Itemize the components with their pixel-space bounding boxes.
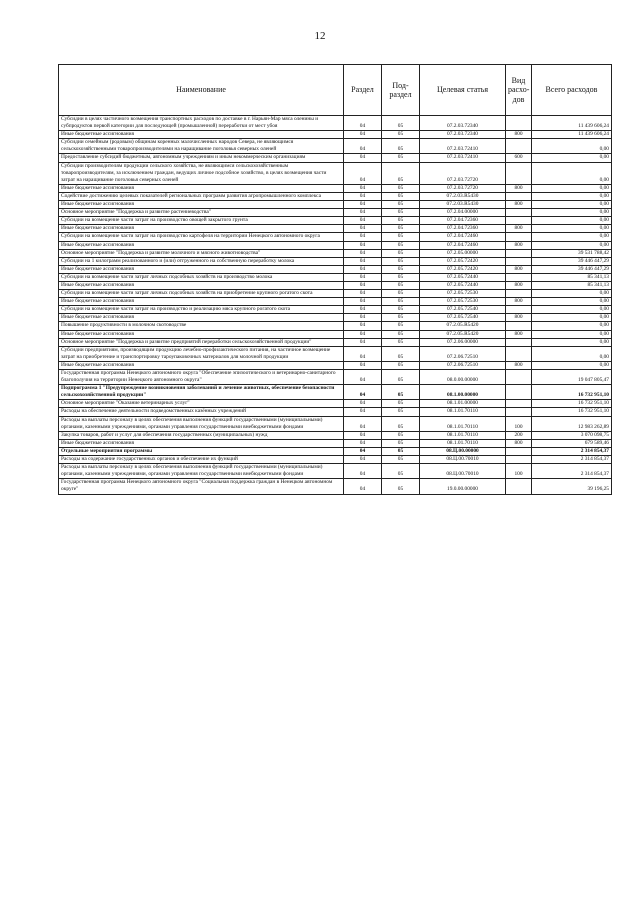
cell-celevaya: 07.2.03.72410 — [420, 154, 506, 162]
cell-celevaya: 07.2.03.R5430 — [420, 192, 506, 200]
column-header-name: Наименование — [59, 65, 344, 116]
column-header-vid: Вид расхо-дов — [506, 65, 532, 116]
table-row — [59, 225, 612, 233]
cell-vid: 800 — [506, 298, 532, 306]
cell-vid — [506, 306, 532, 314]
cell-name: Подпрограмма 1 "Предупреждение возникновения заболеваний и лечение животных, обеспечение безопасности сельскохозяйственной продукции" — [59, 385, 344, 400]
cell-celevaya: 07.2.03.72720 — [420, 184, 506, 192]
cell-name: Субсидии предприятиям, производящим продукцию лечебно-профилактического питания, на частичное возмещение затрат на приобретение и транспортировку тароупаковочных материалов для молочной продукции — [59, 346, 344, 361]
cell-razdel: 04 — [344, 314, 382, 322]
cell-total: 85 341,13 — [532, 281, 612, 289]
cell-name: Субсидии на возмещение части затрат на производство и реализацию мяса крупного рогатого скота — [59, 306, 344, 314]
table-row — [59, 416, 612, 431]
cell-name: Закупка товаров, работ и услуг для обеспечения государственных (муниципальных) нужд — [59, 431, 344, 439]
cell-razdel: 04 — [344, 265, 382, 273]
cell-total: 0,00 — [532, 361, 612, 369]
cell-podrazdel: 05 — [382, 217, 420, 225]
cell-name: Предоставление субсидий бюджетным, автономным учреждениям и иным некоммерческим организациям — [59, 154, 344, 162]
cell-total: 0,00 — [532, 225, 612, 233]
cell-total: 2 314 854,37 — [532, 447, 612, 455]
cell-total: 12 983 262,89 — [532, 416, 612, 431]
cell-total: 679 589,46 — [532, 439, 612, 447]
cell-total: 0,00 — [532, 233, 612, 241]
cell-podrazdel: 05 — [382, 330, 420, 338]
cell-vid — [506, 385, 532, 400]
cell-vid — [506, 257, 532, 265]
cell-celevaya: 08.0.00.00000 — [420, 370, 506, 385]
cell-razdel: 04 — [344, 400, 382, 408]
cell-celevaya: 07.2.05.72440 — [420, 273, 506, 281]
cell-total: 16 732 951,10 — [532, 385, 612, 400]
cell-razdel: 04 — [344, 209, 382, 217]
cell-podrazdel: 05 — [382, 265, 420, 273]
cell-vid: 800 — [506, 281, 532, 289]
cell-podrazdel: 05 — [382, 233, 420, 241]
cell-name: Повышение продуктивности в молочном скотоводстве — [59, 322, 344, 330]
table-row — [59, 217, 612, 225]
cell-total: 0,00 — [532, 184, 612, 192]
cell-podrazdel: 05 — [382, 162, 420, 184]
table-row — [59, 290, 612, 298]
table-row — [59, 184, 612, 192]
cell-celevaya: 07.2.03.72340 — [420, 116, 506, 131]
table-row — [59, 131, 612, 139]
cell-vid: 600 — [506, 154, 532, 162]
cell-podrazdel: 05 — [382, 225, 420, 233]
table-row — [59, 306, 612, 314]
cell-name: Иные бюджетные ассигнования — [59, 439, 344, 447]
cell-name: Расходы на содержание государственных органов и обеспечение их функций — [59, 456, 344, 464]
cell-celevaya: 07.2.05.72540 — [420, 314, 506, 322]
cell-razdel: 04 — [344, 456, 382, 464]
column-header-total: Всего расходов — [532, 65, 612, 116]
table-row — [59, 209, 612, 217]
cell-celevaya: 07.2.06.00000 — [420, 338, 506, 346]
cell-celevaya: 08.Ц.00.00000 — [420, 447, 506, 455]
cell-podrazdel: 05 — [382, 361, 420, 369]
cell-name: Основное мероприятие "Поддержка и развитие молочного и мясного животноводства" — [59, 249, 344, 257]
cell-vid: 800 — [506, 439, 532, 447]
column-header-celevaya: Целевая статья — [420, 65, 506, 116]
table-row — [59, 298, 612, 306]
cell-razdel: 04 — [344, 217, 382, 225]
cell-razdel: 04 — [344, 273, 382, 281]
cell-celevaya: 07.2.03.72340 — [420, 131, 506, 139]
cell-celevaya: 07.2.04.72460 — [420, 233, 506, 241]
cell-podrazdel: 05 — [382, 249, 420, 257]
cell-vid: 800 — [506, 201, 532, 209]
table-row — [59, 385, 612, 400]
cell-razdel: 04 — [344, 361, 382, 369]
cell-name: Субсидии на возмещение части затрат на производство картофеля на территории Ненецкого автономного округа — [59, 233, 344, 241]
cell-celevaya: 08.1.01.70110 — [420, 431, 506, 439]
table-header-row — [59, 65, 612, 116]
cell-celevaya: 07.2.05.72440 — [420, 281, 506, 289]
cell-celevaya: 07.2.05.72540 — [420, 306, 506, 314]
cell-total: 0,00 — [532, 217, 612, 225]
cell-vid: 100 — [506, 464, 532, 479]
table-row — [59, 338, 612, 346]
cell-vid: 800 — [506, 314, 532, 322]
table-row — [59, 479, 612, 494]
cell-total: 0,00 — [532, 314, 612, 322]
cell-total: 39 446 447,29 — [532, 265, 612, 273]
cell-razdel: 04 — [344, 131, 382, 139]
cell-total: 0,00 — [532, 241, 612, 249]
column-header-razdel: Раздел — [344, 65, 382, 116]
cell-name: Расходы на выплаты персоналу в целях обеспечения выполнения функций государственными (муниципальными) органами, казенными учреждениями, органами управления государственными внебюджетными фондами — [59, 416, 344, 431]
cell-podrazdel: 05 — [382, 408, 420, 416]
cell-name: Основное мероприятие "Оказание ветеринарных услуг" — [59, 400, 344, 408]
cell-razdel: 04 — [344, 338, 382, 346]
table-row — [59, 447, 612, 455]
cell-podrazdel: 05 — [382, 290, 420, 298]
cell-total: 16 732 951,10 — [532, 400, 612, 408]
cell-razdel: 04 — [344, 192, 382, 200]
cell-vid — [506, 322, 532, 330]
cell-razdel: 04 — [344, 225, 382, 233]
cell-celevaya: 07.2.05.72530 — [420, 290, 506, 298]
cell-podrazdel: 05 — [382, 257, 420, 265]
table-row — [59, 273, 612, 281]
table-row — [59, 431, 612, 439]
cell-podrazdel: 05 — [382, 439, 420, 447]
cell-podrazdel: 05 — [382, 385, 420, 400]
cell-vid — [506, 249, 532, 257]
cell-podrazdel: 05 — [382, 338, 420, 346]
cell-celevaya: 07.2.04.72360 — [420, 225, 506, 233]
cell-razdel: 04 — [344, 306, 382, 314]
cell-celevaya: 07.2.04.00000 — [420, 209, 506, 217]
cell-podrazdel: 05 — [382, 131, 420, 139]
cell-vid — [506, 116, 532, 131]
cell-name: Иные бюджетные ассигнования — [59, 330, 344, 338]
cell-razdel: 04 — [344, 257, 382, 265]
cell-name: Основное мероприятие "Поддержка и развитие предприятий переработки сельскохозяйственной продукции" — [59, 338, 344, 346]
cell-celevaya: 07.2.04.72460 — [420, 241, 506, 249]
cell-name: Расходы на выплаты персоналу в целях обеспечения выполнения функций государственными (муниципальными) органами, казенными учреждениями, органами управления государственными внебюджетными фондами — [59, 464, 344, 479]
table-row — [59, 456, 612, 464]
cell-total: 19 047 805,47 — [532, 370, 612, 385]
cell-podrazdel: 05 — [382, 209, 420, 217]
cell-podrazdel: 05 — [382, 416, 420, 431]
cell-name: Иные бюджетные ассигнования — [59, 281, 344, 289]
cell-podrazdel: 05 — [382, 314, 420, 322]
cell-vid: 800 — [506, 265, 532, 273]
cell-razdel: 04 — [344, 201, 382, 209]
table-row — [59, 322, 612, 330]
cell-celevaya: 07.2.05.72420 — [420, 265, 506, 273]
cell-razdel: 04 — [344, 408, 382, 416]
cell-name: Иные бюджетные ассигнования — [59, 184, 344, 192]
cell-name: Основное мероприятие "Поддержка и развитие растениеводства" — [59, 209, 344, 217]
cell-vid — [506, 408, 532, 416]
cell-razdel: 04 — [344, 431, 382, 439]
cell-name: Иные бюджетные ассигнования — [59, 298, 344, 306]
cell-total: 39 531 788,42 — [532, 249, 612, 257]
page-number: 12 — [314, 30, 326, 42]
cell-name: Субсидии в целях частичного возмещения транспортных расходов по доставке в г. Нарьян-Мар мяса оленины и субпродуктов первой категории для последующей (промышленной) переработки от мест убоя — [59, 116, 344, 131]
cell-razdel: 04 — [344, 290, 382, 298]
table-row — [59, 154, 612, 162]
cell-total: 0,00 — [532, 192, 612, 200]
table-row — [59, 464, 612, 479]
cell-razdel: 04 — [344, 116, 382, 131]
cell-total: 3 070 098,75 — [532, 431, 612, 439]
cell-total: 11 439 606,24 — [532, 131, 612, 139]
cell-podrazdel: 05 — [382, 298, 420, 306]
cell-name: Иные бюджетные ассигнования — [59, 314, 344, 322]
cell-vid — [506, 290, 532, 298]
cell-celevaya: 07.2.05.R5420 — [420, 322, 506, 330]
cell-total: 0,00 — [532, 162, 612, 184]
cell-podrazdel: 05 — [382, 306, 420, 314]
table-row — [59, 361, 612, 369]
cell-vid — [506, 370, 532, 385]
table-row — [59, 400, 612, 408]
table-row — [59, 257, 612, 265]
cell-razdel: 04 — [344, 154, 382, 162]
table-row — [59, 408, 612, 416]
cell-name: Содействие достижению целевых показателей региональных программ развития агропромышленного комплекса — [59, 192, 344, 200]
cell-vid — [506, 273, 532, 281]
cell-celevaya: 07.2.05.00000 — [420, 249, 506, 257]
table-row — [59, 314, 612, 322]
cell-name: Субсидии на возмещение части затрат личных подсобных хозяйств на производство молока — [59, 273, 344, 281]
cell-podrazdel: 05 — [382, 154, 420, 162]
table-row — [59, 192, 612, 200]
cell-razdel: 04 — [344, 162, 382, 184]
cell-vid: 800 — [506, 241, 532, 249]
table-row — [59, 249, 612, 257]
cell-podrazdel: 05 — [382, 281, 420, 289]
cell-name: Субсидии на возмещение части затрат личных подсобных хозяйств на приобретение крупного рогатого скота — [59, 290, 344, 298]
table-body — [59, 116, 612, 495]
cell-total: 0,00 — [532, 154, 612, 162]
cell-name: Государственная программа Ненецкого автономного округа "Обеспечение эпизоотического и ветеринарно-санитарного благополучия на территории Ненецкого автономного округа" — [59, 370, 344, 385]
cell-celevaya: 08.1.01.70110 — [420, 408, 506, 416]
cell-total: 0,00 — [532, 290, 612, 298]
column-header-podrazdel: Под-раздел — [382, 65, 420, 116]
cell-vid: 800 — [506, 131, 532, 139]
cell-total: 0,00 — [532, 330, 612, 338]
cell-celevaya: 07.2.06.72510 — [420, 361, 506, 369]
cell-razdel: 04 — [344, 385, 382, 400]
cell-total: 11 439 606,24 — [532, 116, 612, 131]
cell-razdel: 04 — [344, 184, 382, 192]
cell-vid: 800 — [506, 225, 532, 233]
cell-podrazdel: 05 — [382, 370, 420, 385]
cell-name: Иные бюджетные ассигнования — [59, 131, 344, 139]
cell-total: 85 341,13 — [532, 273, 612, 281]
table-row — [59, 346, 612, 361]
table-row — [59, 330, 612, 338]
cell-razdel: 04 — [344, 447, 382, 455]
cell-celevaya: 07.2.04.72360 — [420, 217, 506, 225]
cell-celevaya: 07.2.03.72720 — [420, 162, 506, 184]
cell-podrazdel: 05 — [382, 479, 420, 494]
cell-total: 0,00 — [532, 322, 612, 330]
cell-name: Субсидии производителям продукции сельского хозяйства, не являющимся сельскохозяйственным товаропроизводителям, за исключением граждан, ведущих личное подсобное хозяйство, в целях возмещения части затрат на наращивание поголовья северных оленей — [59, 162, 344, 184]
cell-podrazdel: 05 — [382, 447, 420, 455]
cell-name: Иные бюджетные ассигнования — [59, 361, 344, 369]
cell-celevaya: 08.Ц.00.70010 — [420, 464, 506, 479]
cell-name: Субсидии на возмещение части затрат на производство овощей закрытого грунта — [59, 217, 344, 225]
cell-razdel: 04 — [344, 330, 382, 338]
cell-razdel: 04 — [344, 281, 382, 289]
cell-name: Иные бюджетные ассигнования — [59, 201, 344, 209]
cell-vid: 800 — [506, 330, 532, 338]
cell-vid — [506, 479, 532, 494]
cell-podrazdel: 05 — [382, 431, 420, 439]
table-row — [59, 439, 612, 447]
cell-celevaya: 08.1.01.70110 — [420, 416, 506, 431]
cell-total: 0,00 — [532, 139, 612, 154]
table-row — [59, 265, 612, 273]
cell-razdel: 04 — [344, 416, 382, 431]
cell-name: Иные бюджетные ассигнования — [59, 265, 344, 273]
cell-vid — [506, 456, 532, 464]
budget-table — [58, 64, 612, 495]
table-row — [59, 370, 612, 385]
cell-name: Расходы на обеспечение деятельности подведомственных казённых учреждений — [59, 408, 344, 416]
cell-total: 2 314 854,37 — [532, 464, 612, 479]
cell-celevaya: 07.2.05.72530 — [420, 298, 506, 306]
cell-name: Иные бюджетные ассигнования — [59, 225, 344, 233]
cell-razdel: 04 — [344, 241, 382, 249]
cell-vid — [506, 346, 532, 361]
cell-total: 39 196,25 — [532, 479, 612, 494]
cell-celevaya: 19.0.00.00000 — [420, 479, 506, 494]
cell-vid — [506, 338, 532, 346]
cell-podrazdel: 05 — [382, 184, 420, 192]
cell-total: 16 732 951,10 — [532, 408, 612, 416]
cell-vid — [506, 162, 532, 184]
table-row — [59, 241, 612, 249]
cell-celevaya: 07.2.06.72510 — [420, 346, 506, 361]
cell-razdel: 04 — [344, 464, 382, 479]
cell-podrazdel: 05 — [382, 346, 420, 361]
cell-total: 2 314 854,37 — [532, 456, 612, 464]
cell-vid: 800 — [506, 184, 532, 192]
cell-razdel: 04 — [344, 233, 382, 241]
cell-celevaya: 08.1.00.00000 — [420, 385, 506, 400]
cell-razdel: 04 — [344, 298, 382, 306]
cell-vid: 800 — [506, 361, 532, 369]
cell-podrazdel: 05 — [382, 400, 420, 408]
cell-vid — [506, 209, 532, 217]
cell-razdel: 04 — [344, 322, 382, 330]
cell-vid — [506, 233, 532, 241]
cell-total: 0,00 — [532, 338, 612, 346]
cell-razdel: 04 — [344, 439, 382, 447]
cell-podrazdel: 05 — [382, 201, 420, 209]
cell-name: Субсидии на 1 килограмм реализованного и (или) отгруженного на собственную переработку молока — [59, 257, 344, 265]
table-row — [59, 233, 612, 241]
cell-celevaya: 08.Ц.00.70010 — [420, 456, 506, 464]
cell-total: 39 446 447,29 — [532, 257, 612, 265]
table-row — [59, 139, 612, 154]
cell-razdel: 04 — [344, 139, 382, 154]
table-row — [59, 162, 612, 184]
cell-vid — [506, 400, 532, 408]
table-row — [59, 281, 612, 289]
cell-total: 0,00 — [532, 298, 612, 306]
cell-celevaya: 07.2.05.R5420 — [420, 330, 506, 338]
cell-name: Государственная программа Ненецкого автономного округа "Социальная поддержка граждан в Ненецком автономном округе" — [59, 479, 344, 494]
cell-celevaya: 07.2.03.R5430 — [420, 201, 506, 209]
cell-vid: 100 — [506, 416, 532, 431]
table-row — [59, 116, 612, 131]
cell-vid — [506, 447, 532, 455]
cell-total: 0,00 — [532, 201, 612, 209]
cell-razdel: 04 — [344, 370, 382, 385]
cell-celevaya: 07.2.05.72420 — [420, 257, 506, 265]
cell-total: 0,00 — [532, 306, 612, 314]
cell-podrazdel: 05 — [382, 241, 420, 249]
cell-celevaya: 08.1.01.00000 — [420, 400, 506, 408]
cell-podrazdel: 05 — [382, 192, 420, 200]
cell-name: Иные бюджетные ассигнования — [59, 241, 344, 249]
cell-razdel: 04 — [344, 346, 382, 361]
table-row — [59, 201, 612, 209]
cell-vid: 200 — [506, 431, 532, 439]
cell-total: 0,00 — [532, 209, 612, 217]
cell-name: Отдельные мероприятия программы — [59, 447, 344, 455]
cell-vid — [506, 217, 532, 225]
cell-razdel: 04 — [344, 249, 382, 257]
cell-vid — [506, 192, 532, 200]
cell-podrazdel: 05 — [382, 139, 420, 154]
cell-celevaya: 08.1.01.70110 — [420, 439, 506, 447]
cell-celevaya: 07.2.03.72410 — [420, 139, 506, 154]
cell-vid — [506, 139, 532, 154]
cell-podrazdel: 05 — [382, 322, 420, 330]
cell-total: 0,00 — [532, 346, 612, 361]
cell-name: Субсидии семейным (родовым) общинам коренных малочисленных народов Севера, не являющимся сельскохозяйственными товаропроизводителями на наращивание поголовья северных оленей — [59, 139, 344, 154]
cell-podrazdel: 05 — [382, 116, 420, 131]
cell-podrazdel: 05 — [382, 273, 420, 281]
cell-razdel: 04 — [344, 479, 382, 494]
cell-podrazdel: 05 — [382, 456, 420, 464]
cell-podrazdel: 05 — [382, 464, 420, 479]
